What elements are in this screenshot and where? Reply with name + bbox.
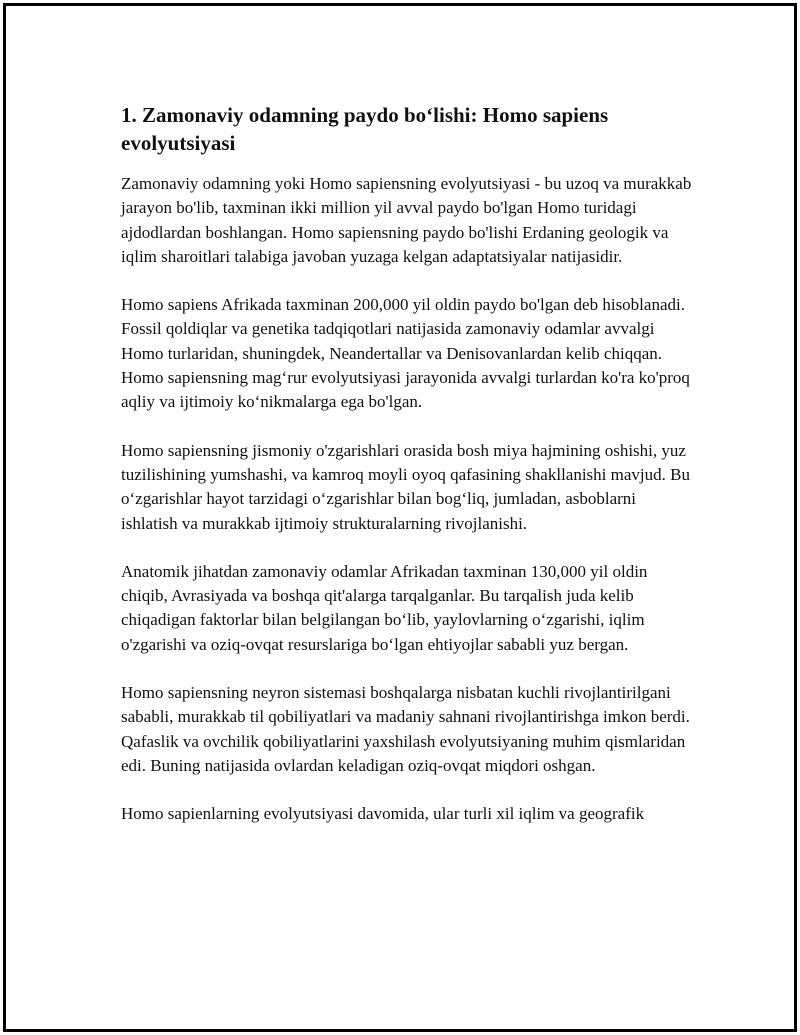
paragraph-4: Anatomik jihatdan zamonaviy odamlar Afrikadan taxminan 130,000 yil oldin chiqib, Avrasiyada va boshqa qit'alarga tarqalganlar. Bu tarqalish juda kelib chiqadigan faktorlar bilan belgilangan bo‘lib, yaylovlarning o‘zgarishi, iqlim o'zgarishi va oziq-ovqat resurslariga bo‘lgan ehtiyojlar sababli yuz bergan. [121,561,648,654]
paragraph-1: Zamonaviy odamning yoki Homo sapiensning evolyutsiyasi - bu uzoq va murakkab jarayon bo'lib, taxminan ikki million yil avval paydo bo'lgan Homo turidagi ajdodlardan boshlangan. Homo sapiensning paydo bo'lishi Erdaning geologik va iqlim sharoitlari talabiga javoban yuzaga kelgan adaptatsiyalar natijasidir. [121,174,692,266]
paragraph-5: Homo sapiensning neyron sistemasi boshqalarga nisbatan kuchli rivojlantirilgani sababli, murakkab til qobiliyatlari va madaniy sahnani rivojlantirishga imkon berdi. Qafaslik va ovchilik qobiliyatlarini yaxshilash evolyutsiyaning muhim qismlaridan edi. Buning natijasida ovlardan keladigan oziq-ovqat miqdori oshgan. [121,683,690,775]
paragraph-3: Homo sapiensning jismoniy o'zgarishlari orasida bosh miya hajmining oshishi, yuz tuzilishining yumshashi, va kamroq moyli oyoq qafasining shakllanishi mavjud. Bu o‘zgarishlar hayot tarzidagi o‘zgarishlar bilan bog‘liq, jumladan, asboblarni ishlatish va murakkab ijtimoiy strukturalarning rivojlanishi. [121,440,690,533]
section-heading: 1. Zamonaviy odamning paydo bo‘lishi: Homo sapiens evolyutsiyasi [121,103,609,155]
page-frame [3,3,797,1032]
document-body [121,101,693,851]
paragraph-6: Homo sapienlarning evolyutsiyasi davomida, ular turli xil iqlim va geografik [121,804,645,824]
paragraph-2: Homo sapiens Afrikada taxminan 200,000 yil oldin paydo bo'lgan deb hisoblanadi. Fossil qoldiqlar va genetika tadqiqotlari natijasida zamonaviy odamlar avvalgi Homo turlaridan, shuningdek, Neandertallar va Denisovanlardan kelib chiqqan. Homo sapiensning mag‘rur evolyutsiyasi jarayonida avvalgi turlardan ko'ra ko'proq aqliy va ijtimoiy ko‘nikmalarga ega bo'lgan. [121,295,690,412]
